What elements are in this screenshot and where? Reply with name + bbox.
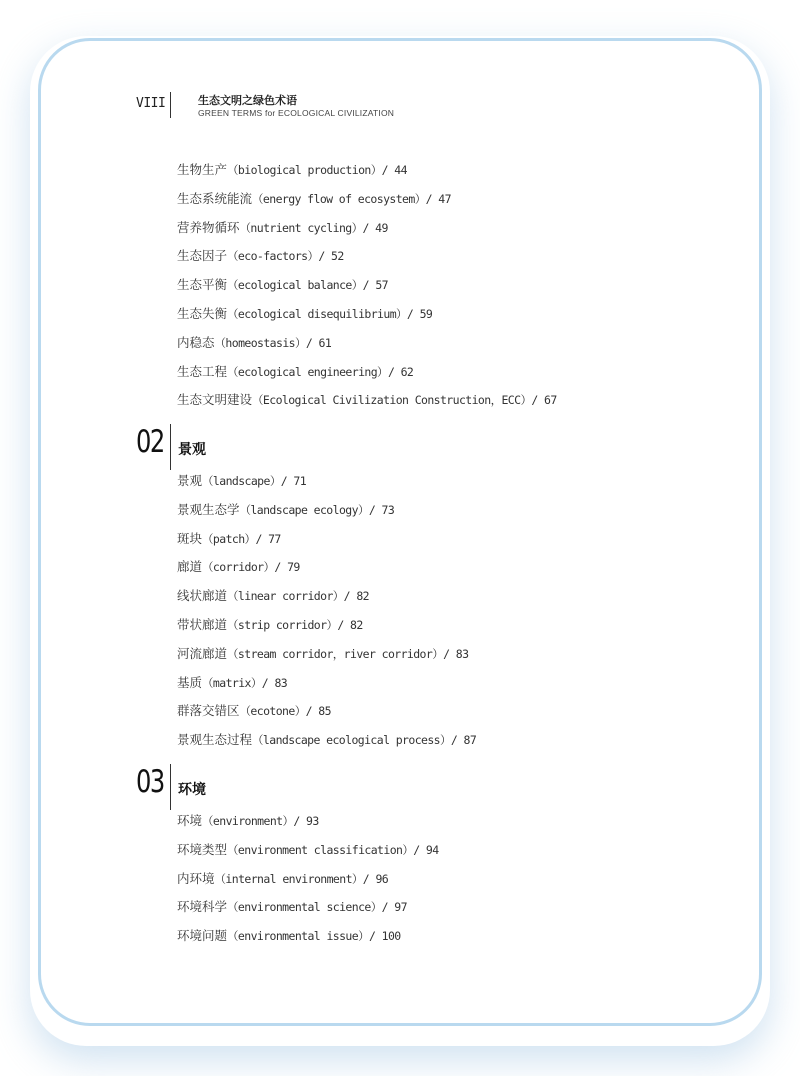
toc-entry[interactable] [177, 669, 476, 698]
entry-term-english: landscape [212, 474, 270, 488]
toc-entry[interactable] [177, 214, 557, 243]
entry-close-paren: ）/ [351, 871, 376, 886]
entry-close-paren: ）/ [269, 474, 294, 488]
toc-entry[interactable] [177, 611, 476, 640]
entry-page-number: 49 [375, 220, 388, 235]
entry-close-paren: ）/ [294, 335, 319, 350]
entry-open-paren: （ [227, 929, 238, 944]
book-title-chinese: 生态文明之绿色术语 [198, 94, 297, 107]
toc-entry[interactable] [177, 156, 557, 185]
entry-term-english: environmental science [237, 900, 371, 915]
toc-entry[interactable] [177, 467, 476, 496]
entry-term-chinese: 内环境 [177, 870, 215, 886]
entry-term-chinese: 环境科学 [177, 899, 228, 915]
entry-close-paren: ）/ [357, 502, 382, 517]
entry-open-paren: （ [227, 617, 238, 632]
entry-close-paren: ）/ [263, 560, 288, 575]
section-title: 景观 [178, 442, 206, 458]
entry-page-number: 97 [394, 900, 407, 915]
entry-page-number: 77 [268, 531, 281, 546]
entry-page-number: 73 [381, 502, 395, 517]
entry-term-english: landscape ecological process [262, 733, 440, 748]
entry-term-chinese: 景观生态过程 [177, 732, 253, 748]
toc-entry[interactable] [177, 582, 476, 611]
entry-term-chinese: 景观生态学 [177, 501, 240, 517]
entry-term-chinese: 营养物循环 [177, 219, 240, 235]
entry-close-paren: ）/ [414, 191, 439, 206]
page-numeral: VIII [136, 96, 166, 111]
entry-open-paren: （ [214, 335, 226, 350]
entry-term-chinese: 生物生产 [177, 162, 228, 177]
entry-term-english: Ecological Civilization Construction，ECC [262, 393, 521, 408]
entry-open-paren: （ [227, 306, 238, 321]
toc-entry[interactable] [177, 697, 476, 726]
entry-page-number: 93 [306, 814, 319, 828]
entry-term-chinese: 线状廊道 [177, 588, 228, 604]
entry-term-chinese: 内稳态 [177, 334, 215, 350]
entry-term-chinese: 景观 [177, 473, 203, 488]
entry-open-paren: （ [202, 675, 213, 690]
entry-page-number: 52 [331, 249, 344, 264]
entry-term-english: ecotone [250, 704, 295, 719]
section-divider [170, 764, 171, 810]
entry-page-number: 100 [381, 929, 401, 944]
entry-open-paren: （ [227, 163, 238, 177]
entry-page-number: 71 [293, 474, 307, 488]
entry-open-paren: （ [202, 531, 213, 546]
toc-entry[interactable] [177, 525, 476, 554]
entry-page-number: 59 [419, 306, 433, 321]
entry-open-paren: （ [227, 589, 238, 604]
toc-list-environment [177, 807, 439, 951]
entry-open-paren: （ [252, 393, 263, 408]
entry-close-paren: ）/ [294, 704, 319, 719]
entry-page-number: 47 [438, 191, 451, 206]
entry-term-english: biological production [237, 163, 371, 177]
entry-page-number: 85 [318, 704, 331, 719]
toc-entry[interactable] [177, 807, 439, 836]
entry-page-number: 79 [287, 560, 300, 575]
entry-term-english: nutrient cycling [250, 220, 352, 235]
entry-term-english: ecological disequilibrium [237, 306, 397, 321]
entry-page-number: 87 [463, 733, 477, 748]
entry-term-english: corridor [212, 560, 264, 575]
toc-entry[interactable] [177, 386, 557, 415]
toc-list-intro [177, 156, 557, 415]
entry-term-english: ecological balance [237, 278, 352, 293]
entry-open-paren: （ [227, 278, 238, 293]
toc-entry[interactable] [177, 640, 476, 669]
entry-close-paren: ）/ [244, 531, 269, 546]
entry-term-english: internal environment [225, 871, 352, 886]
entry-close-paren: ）/ [520, 393, 545, 408]
entry-page-number: 62 [400, 364, 414, 379]
entry-open-paren: （ [202, 814, 213, 828]
entry-close-paren: ）/ [351, 278, 376, 293]
toc-entry[interactable] [177, 271, 557, 300]
book-title-english: GREEN TERMS for ECOLOGICAL CIVILIZATION [198, 108, 395, 118]
toc-entry[interactable] [177, 329, 557, 358]
toc-entry[interactable] [177, 893, 439, 922]
entry-page-number: 94 [425, 842, 439, 857]
entry-page-number: 83 [455, 646, 469, 661]
entry-open-paren: （ [202, 560, 213, 575]
entry-page-number: 82 [356, 589, 369, 604]
entry-close-paren: ）/ [439, 733, 464, 748]
entry-term-chinese: 廊道 [177, 559, 203, 575]
section-number: 02 [136, 424, 164, 460]
toc-entry[interactable] [177, 836, 439, 865]
toc-entry[interactable] [177, 726, 476, 755]
entry-close-paren: ）/ [326, 617, 351, 632]
entry-term-english: energy flow of ecosystem [262, 191, 415, 206]
entry-term-chinese: 群落交错区 [177, 703, 240, 719]
entry-open-paren: （ [214, 871, 226, 886]
entry-page-number: 44 [394, 163, 407, 177]
toc-entry[interactable] [177, 865, 439, 894]
toc-entry[interactable] [177, 185, 557, 214]
entry-term-english: patch [212, 531, 245, 546]
entry-term-english: stream corridor，river corridor [237, 646, 433, 661]
entry-close-paren: ）/ [370, 163, 395, 177]
entry-page-number: 57 [375, 278, 388, 293]
entry-close-paren: ）/ [250, 675, 275, 690]
toc-entry[interactable] [177, 300, 557, 329]
entry-page-number: 67 [544, 393, 557, 408]
entry-open-paren: （ [227, 646, 238, 661]
entry-term-chinese: 环境 [177, 813, 203, 828]
toc-entry[interactable] [177, 242, 557, 271]
entry-open-paren: （ [227, 842, 238, 857]
entry-term-chinese: 环境类型 [177, 841, 228, 857]
entry-term-chinese: 生态文明建设 [177, 392, 253, 408]
entry-close-paren: ）/ [377, 364, 401, 379]
entry-term-chinese: 河流廊道 [177, 645, 228, 661]
entry-page-number: 61 [318, 335, 332, 350]
entry-close-paren: ）/ [351, 220, 376, 235]
entry-term-chinese: 带状廊道 [177, 616, 228, 632]
entry-term-english: environmental issue [237, 929, 359, 944]
entry-close-paren: ）/ [432, 646, 456, 661]
entry-term-chinese: 基质 [177, 674, 203, 690]
entry-term-english: linear corridor [237, 589, 333, 604]
section-title: 环境 [178, 782, 206, 798]
entry-page-number: 96 [375, 871, 389, 886]
entry-term-english: ecological engineering [237, 364, 378, 379]
header-divider [170, 92, 171, 118]
entry-close-paren: ）/ [282, 814, 307, 828]
entry-open-paren: （ [252, 733, 263, 748]
entry-open-paren: （ [227, 249, 238, 264]
toc-entry[interactable] [177, 358, 557, 387]
entry-open-paren: （ [227, 900, 238, 915]
entry-term-english: matrix [212, 675, 251, 690]
entry-close-paren: ）/ [402, 842, 426, 857]
entry-term-english: eco-factors [237, 249, 308, 264]
entry-term-chinese: 生态工程 [177, 363, 228, 379]
entry-page-number: 82 [350, 617, 363, 632]
entry-term-chinese: 生态失衡 [177, 305, 228, 321]
entry-term-english: landscape ecology [250, 502, 358, 517]
toc-entry[interactable] [177, 553, 476, 582]
section-number: 03 [136, 764, 164, 800]
toc-entry[interactable] [177, 922, 439, 951]
entry-term-chinese: 环境问题 [177, 928, 228, 944]
entry-term-chinese: 生态因子 [177, 248, 228, 264]
entry-close-paren: ）/ [358, 929, 382, 944]
entry-term-chinese: 生态系统能流 [177, 190, 253, 206]
toc-list-landscape [177, 467, 476, 755]
entry-close-paren: ）/ [370, 900, 395, 915]
entry-open-paren: （ [239, 502, 251, 517]
entry-open-paren: （ [202, 474, 213, 488]
entry-term-english: homeostasis [225, 335, 295, 350]
entry-page-number: 83 [274, 675, 288, 690]
section-divider [170, 424, 171, 470]
entry-term-english: environment [212, 814, 283, 828]
entry-open-paren: （ [239, 220, 251, 235]
entry-term-chinese: 斑块 [177, 530, 203, 546]
entry-open-paren: （ [252, 191, 263, 206]
entry-term-english: environment classification [237, 842, 403, 857]
entry-open-paren: （ [227, 364, 238, 379]
entry-term-chinese: 生态平衡 [177, 277, 228, 293]
entry-term-english: strip corridor [237, 617, 327, 632]
entry-close-paren: ）/ [332, 589, 357, 604]
toc-entry[interactable] [177, 496, 476, 525]
entry-open-paren: （ [239, 704, 251, 719]
entry-close-paren: ）/ [396, 306, 420, 321]
entry-close-paren: ）/ [307, 249, 332, 264]
